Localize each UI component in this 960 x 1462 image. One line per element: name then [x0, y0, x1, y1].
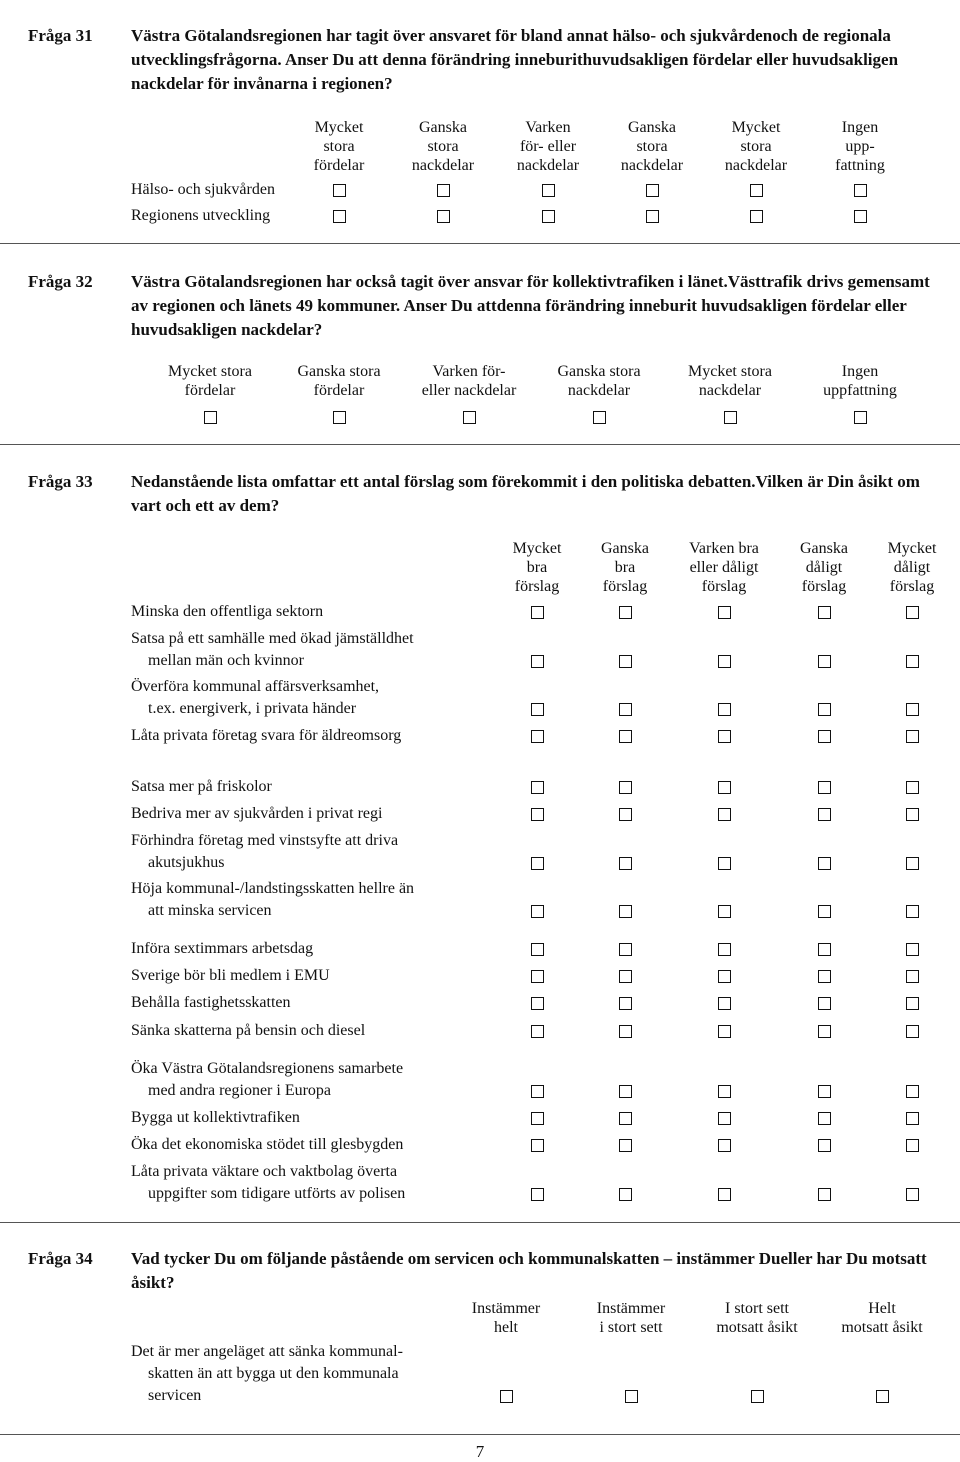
text-line: nackdelar — [620, 157, 684, 174]
answer-checkbox[interactable] — [531, 905, 544, 918]
answer-checkbox[interactable] — [619, 808, 632, 821]
answer-checkbox[interactable] — [854, 210, 867, 223]
section-divider — [0, 444, 960, 445]
text-line: Ganska stora — [557, 363, 641, 380]
text-line: Det är mer angeläget att sänka kommunal- — [131, 1343, 403, 1360]
text-line: I stort sett — [725, 1300, 789, 1317]
q31-column-header — [602, 118, 702, 175]
text-line: uppgifter som tidigare utförts av polisen — [148, 1185, 406, 1202]
text-line: fattning — [835, 157, 885, 174]
text-line: med andra regioner i Europa — [148, 1082, 332, 1099]
answer-checkbox[interactable] — [531, 730, 544, 743]
text-line: Mycket stora — [688, 363, 772, 380]
text-line: Västra Götalandsregionen har tagit över ansvaret för bland annat hälso- och sjukvården — [131, 26, 773, 45]
text-line: Införa sextimmars arbetsdag — [131, 940, 314, 957]
text-line: Nedanstående lista omfattar ett antal förslag som förekommit i den politiska debatten. — [131, 472, 756, 491]
text-line: Sverige bör bli medlem i EMU — [131, 967, 330, 984]
text-line: motsatt åsikt — [716, 1319, 798, 1336]
answer-checkbox[interactable] — [906, 781, 919, 794]
q33-label: Fråga 33 — [28, 472, 93, 491]
answer-checkbox[interactable] — [906, 730, 919, 743]
q32-column-header — [795, 362, 925, 400]
answer-checkbox[interactable] — [619, 905, 632, 918]
text-line: Låta privata väktare och vaktbolag överta — [131, 1163, 398, 1180]
text-line: Västra Götalandsregionen har också tagit över ansvar för kollektivtrafiken i länet. — [131, 272, 728, 291]
text-line: Varken för- — [432, 363, 506, 380]
q34-label: Fråga 34 — [28, 1249, 93, 1268]
answer-checkbox[interactable] — [619, 943, 632, 956]
page-number: 7 — [475, 1442, 485, 1461]
answer-checkbox[interactable] — [818, 808, 831, 821]
q33-row-label — [131, 1134, 403, 1156]
answer-checkbox[interactable] — [906, 1188, 919, 1201]
q32-column-header — [665, 362, 795, 400]
answer-checkbox[interactable] — [906, 655, 919, 668]
text-line: Ganska — [419, 119, 467, 136]
answer-checkbox[interactable] — [531, 1112, 544, 1125]
answer-checkbox[interactable] — [619, 1112, 632, 1125]
answer-checkbox[interactable] — [906, 606, 919, 619]
text-line: stora — [427, 138, 459, 155]
answer-checkbox[interactable] — [531, 808, 544, 821]
answer-checkbox[interactable] — [619, 857, 632, 870]
text-line: huvudsakligen fördelar eller huvudsakligen nackdelar för invånarna i regionen? — [131, 50, 899, 93]
answer-checkbox[interactable] — [818, 655, 831, 668]
section-divider — [0, 1434, 960, 1435]
text-line: Höja kommunal-/landstingsskatten hellre än — [131, 880, 415, 897]
text-line: förslag — [602, 578, 648, 595]
answer-checkbox[interactable] — [906, 970, 919, 983]
text-line: stora — [740, 138, 772, 155]
answer-checkbox[interactable] — [718, 808, 731, 821]
text-line: Minska den offentliga sektorn — [131, 603, 324, 620]
answer-checkbox[interactable] — [531, 781, 544, 794]
answer-checkbox[interactable] — [718, 970, 731, 983]
text-line: motsatt åsikt — [841, 1319, 923, 1336]
text-line: fördelar — [313, 382, 365, 399]
answer-checkbox[interactable] — [724, 411, 737, 424]
text-line: fördelar — [313, 157, 365, 174]
answer-checkbox[interactable] — [818, 730, 831, 743]
q33-row-label — [131, 1020, 365, 1042]
answer-checkbox[interactable] — [906, 703, 919, 716]
text-line: förslag — [801, 578, 847, 595]
answer-checkbox[interactable] — [818, 606, 831, 619]
text-line: Instämmer — [596, 1300, 666, 1317]
answer-checkbox[interactable] — [906, 808, 919, 821]
text-line: Ganska — [628, 119, 676, 136]
answer-checkbox[interactable] — [204, 411, 217, 424]
q33-row-label — [131, 676, 379, 720]
answer-checkbox[interactable] — [619, 1025, 632, 1038]
q33-column-header — [774, 539, 874, 596]
answer-checkbox[interactable] — [619, 1085, 632, 1098]
text-line: Ingen — [841, 119, 879, 136]
q33-row-label — [131, 803, 382, 825]
answer-checkbox[interactable] — [542, 210, 555, 223]
answer-checkbox[interactable] — [750, 210, 763, 223]
answer-checkbox[interactable] — [718, 1025, 731, 1038]
answer-checkbox[interactable] — [718, 730, 731, 743]
text-line: Ingen — [841, 363, 879, 380]
answer-checkbox[interactable] — [751, 1390, 764, 1403]
answer-checkbox[interactable] — [500, 1390, 513, 1403]
answer-checkbox[interactable] — [818, 1112, 831, 1125]
answer-checkbox[interactable] — [906, 857, 919, 870]
q31-column-header — [810, 118, 910, 175]
text-line: bra — [614, 559, 636, 576]
text-line: Mycket — [314, 119, 364, 136]
q33-row-label — [131, 938, 313, 960]
text-line: Ganska — [601, 540, 649, 557]
q33-column-header — [862, 539, 960, 596]
answer-checkbox[interactable] — [876, 1390, 889, 1403]
q31-row-label — [131, 205, 270, 227]
q33-row-label — [131, 1107, 300, 1129]
q31-row-label — [131, 179, 275, 201]
text-line: t.ex. energiverk, i privata händer — [148, 700, 357, 717]
answer-checkbox[interactable] — [818, 781, 831, 794]
text-line: Mycket — [512, 540, 562, 557]
answer-checkbox[interactable] — [906, 1025, 919, 1038]
text-line: servicen — [148, 1387, 202, 1404]
answer-checkbox[interactable] — [818, 857, 831, 870]
answer-checkbox[interactable] — [531, 1085, 544, 1098]
text-line: eller dåligt — [689, 559, 759, 576]
answer-checkbox[interactable] — [437, 184, 450, 197]
text-line: Varken bra — [689, 540, 759, 557]
answer-checkbox[interactable] — [818, 905, 831, 918]
q34-column-header — [441, 1299, 571, 1337]
q33-row-label — [131, 878, 414, 922]
answer-checkbox[interactable] — [718, 905, 731, 918]
answer-checkbox[interactable] — [619, 703, 632, 716]
answer-checkbox[interactable] — [531, 1025, 544, 1038]
q32-column-header — [274, 362, 404, 400]
q33-row-label — [131, 1058, 403, 1102]
answer-checkbox[interactable] — [333, 210, 346, 223]
answer-checkbox[interactable] — [718, 606, 731, 619]
q31-column-header — [393, 118, 493, 175]
answer-checkbox[interactable] — [646, 184, 659, 197]
text-line: Vilken är Din åsikt om vart och ett av dem? — [131, 472, 920, 515]
answer-checkbox[interactable] — [531, 606, 544, 619]
q33-row-label — [131, 830, 398, 874]
text-line: dåligt — [893, 559, 931, 576]
answer-checkbox[interactable] — [619, 730, 632, 743]
text-line: Bedriva mer av sjukvården i privat regi — [131, 805, 383, 822]
text-line: nackdelar — [698, 382, 762, 399]
answer-checkbox[interactable] — [619, 606, 632, 619]
text-line: Mycket — [731, 119, 781, 136]
q33-text — [131, 470, 931, 518]
q33-row-label — [131, 992, 291, 1014]
text-line: bra — [526, 559, 548, 576]
q33-row-label — [131, 776, 272, 798]
answer-checkbox[interactable] — [818, 997, 831, 1010]
text-line: nackdelar — [567, 382, 631, 399]
answer-checkbox[interactable] — [531, 970, 544, 983]
text-line: Helt — [868, 1300, 896, 1317]
answer-checkbox[interactable] — [818, 1139, 831, 1152]
answer-checkbox[interactable] — [531, 997, 544, 1010]
q33-column-header — [674, 539, 774, 596]
q32-column-header — [145, 362, 275, 400]
q33-row-label — [131, 1161, 405, 1205]
text-line: Satsa på ett samhälle med ökad jämställdhet — [131, 630, 414, 647]
answer-checkbox[interactable] — [718, 857, 731, 870]
q33-row-label — [131, 628, 414, 672]
answer-checkbox[interactable] — [625, 1390, 638, 1403]
text-line: Bygga ut kollektivtrafiken — [131, 1109, 300, 1126]
answer-checkbox[interactable] — [818, 1085, 831, 1098]
text-line: Låta privata företag svara för äldreomsorg — [131, 727, 402, 744]
text-line: Varken — [525, 119, 571, 136]
answer-checkbox[interactable] — [906, 1139, 919, 1152]
text-line: Hälso- och sjukvården — [131, 181, 275, 198]
text-line: stora — [636, 138, 668, 155]
text-line: nackdelar — [724, 157, 788, 174]
q31-column-header — [289, 118, 389, 175]
text-line: dåligt — [805, 559, 843, 576]
answer-checkbox[interactable] — [718, 943, 731, 956]
text-line: eller nackdelar — [421, 382, 517, 399]
answer-checkbox[interactable] — [718, 997, 731, 1010]
q34-column-header — [692, 1299, 822, 1337]
answer-checkbox[interactable] — [818, 970, 831, 983]
text-line: i stort sett — [599, 1319, 663, 1336]
text-line: Mycket stora — [168, 363, 252, 380]
text-line: Sänka skatterna på bensin och diesel — [131, 1022, 366, 1039]
answer-checkbox[interactable] — [818, 1188, 831, 1201]
text-line: Ganska stora — [297, 363, 381, 380]
text-line: akutsjukhus — [148, 854, 225, 871]
q34-column-header — [566, 1299, 696, 1337]
text-line: mellan män och kvinnor — [148, 652, 304, 669]
q33-row-label — [131, 725, 401, 747]
text-line: Mycket — [887, 540, 937, 557]
answer-checkbox[interactable] — [619, 1139, 632, 1152]
answer-checkbox[interactable] — [531, 943, 544, 956]
q31-label: Fråga 31 — [28, 26, 93, 45]
q34-text — [131, 1247, 931, 1295]
answer-checkbox[interactable] — [906, 997, 919, 1010]
answer-checkbox[interactable] — [333, 184, 346, 197]
answer-checkbox[interactable] — [818, 943, 831, 956]
text-line: Ganska — [800, 540, 848, 557]
text-line: Öka det ekonomiska stödet till glesbygden — [131, 1136, 404, 1153]
text-line: nackdelar — [516, 157, 580, 174]
answer-checkbox[interactable] — [818, 1025, 831, 1038]
answer-checkbox[interactable] — [646, 210, 659, 223]
answer-checkbox[interactable] — [531, 1139, 544, 1152]
answer-checkbox[interactable] — [718, 1188, 731, 1201]
answer-checkbox[interactable] — [619, 997, 632, 1010]
text-line: Västtrafik drivs gemensamt av regionen och länets 49 kommuner. Anser Du att — [131, 272, 930, 315]
text-line: Överföra kommunal affärsverksamhet, — [131, 678, 380, 695]
q33-row-label — [131, 601, 323, 623]
answer-checkbox[interactable] — [854, 411, 867, 424]
answer-checkbox[interactable] — [718, 703, 731, 716]
answer-checkbox[interactable] — [854, 184, 867, 197]
text-line: Förhindra företag med vinstsyfte att driva — [131, 832, 399, 849]
q32-text — [131, 270, 931, 342]
answer-checkbox[interactable] — [531, 703, 544, 716]
text-line: Öka Västra Götalandsregionens samarbete — [131, 1060, 404, 1077]
answer-checkbox[interactable] — [718, 655, 731, 668]
q34-row-label — [131, 1341, 403, 1407]
answer-checkbox[interactable] — [542, 184, 555, 197]
text-line: stora — [323, 138, 355, 155]
q33-row-label — [131, 965, 330, 987]
text-line: förslag — [514, 578, 560, 595]
text-line: Satsa mer på friskolor — [131, 778, 272, 795]
answer-checkbox[interactable] — [531, 1188, 544, 1201]
q33-column-header — [487, 539, 587, 596]
q34-column-header — [817, 1299, 947, 1337]
answer-checkbox[interactable] — [619, 970, 632, 983]
q31-text — [131, 24, 931, 96]
answer-checkbox[interactable] — [333, 411, 346, 424]
text-line: Instämmer — [471, 1300, 541, 1317]
answer-checkbox[interactable] — [818, 703, 831, 716]
answer-checkbox[interactable] — [619, 1188, 632, 1201]
answer-checkbox[interactable] — [718, 1085, 731, 1098]
answer-checkbox[interactable] — [718, 1139, 731, 1152]
text-line: skatten än att bygga ut den kommunala — [148, 1365, 399, 1382]
text-line: fördelar — [184, 382, 236, 399]
text-line: nackdelar — [411, 157, 475, 174]
answer-checkbox[interactable] — [718, 1112, 731, 1125]
answer-checkbox[interactable] — [906, 1085, 919, 1098]
q32-column-header — [404, 362, 534, 400]
q31-column-header — [706, 118, 806, 175]
text-line: eller har Du motsatt åsikt? — [131, 1249, 927, 1292]
text-line: och de regionala utvecklingsfrågorna. Anser Du att denna förändring inneburit — [131, 26, 891, 69]
text-line: förslag — [701, 578, 747, 595]
answer-checkbox[interactable] — [906, 1112, 919, 1125]
text-line: upp- — [845, 138, 875, 155]
q33-column-header — [575, 539, 675, 596]
text-line: helt — [494, 1319, 518, 1336]
text-line: förslag — [889, 578, 935, 595]
text-line: Behålla fastighetsskatten — [131, 994, 291, 1011]
text-line: Regionens utveckling — [131, 207, 271, 224]
text-line: för- eller — [519, 138, 577, 155]
q32-column-header — [534, 362, 664, 400]
answer-checkbox[interactable] — [463, 411, 476, 424]
answer-checkbox[interactable] — [906, 943, 919, 956]
text-line: Vad tycker Du om följande påstående om servicen och kommunalskatten – instämmer Du — [131, 1249, 781, 1268]
text-line: denna förändring inneburit huvudsakligen fördelar eller huvudsakligen nackdelar? — [131, 296, 907, 339]
section-divider — [0, 243, 960, 244]
q32-label: Fråga 32 — [28, 272, 93, 291]
answer-checkbox[interactable] — [906, 905, 919, 918]
q31-column-header — [498, 118, 598, 175]
answer-checkbox[interactable] — [750, 184, 763, 197]
answer-checkbox[interactable] — [437, 210, 450, 223]
answer-checkbox[interactable] — [531, 857, 544, 870]
text-line: uppfattning — [823, 382, 897, 399]
answer-checkbox[interactable] — [718, 781, 731, 794]
text-line: att minska servicen — [148, 902, 272, 919]
answer-checkbox[interactable] — [531, 655, 544, 668]
answer-checkbox[interactable] — [593, 411, 606, 424]
section-divider — [0, 1222, 960, 1223]
answer-checkbox[interactable] — [619, 781, 632, 794]
answer-checkbox[interactable] — [619, 655, 632, 668]
